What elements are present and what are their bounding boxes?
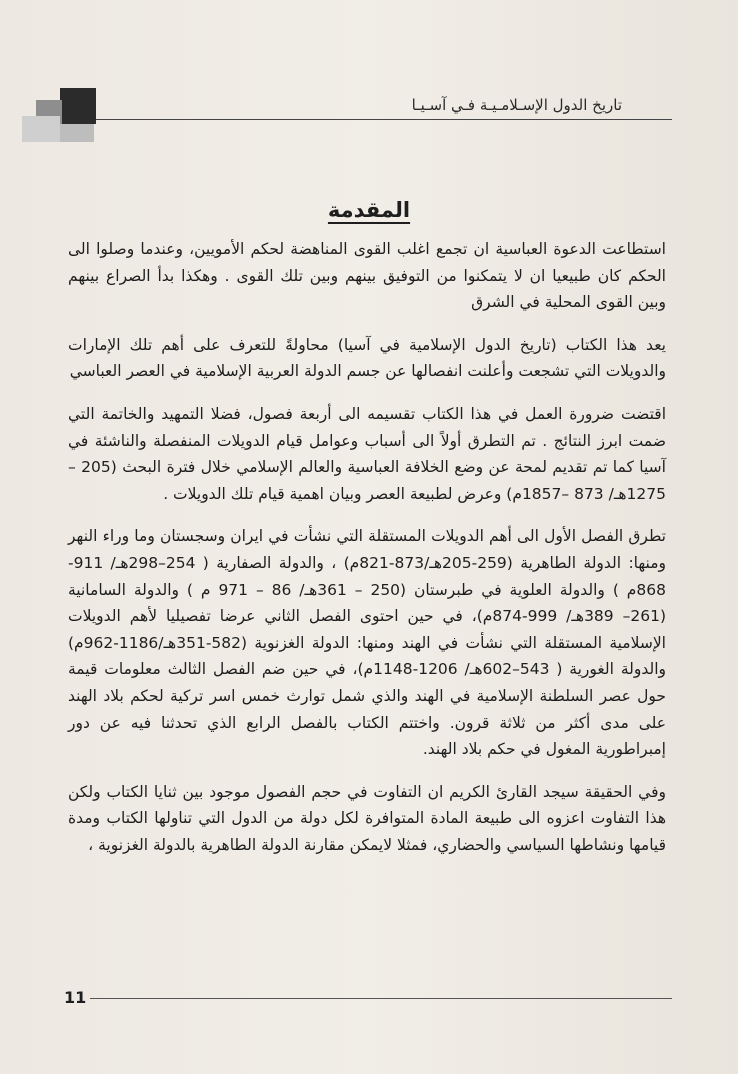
paragraph: يعد هذا الكتاب (تاريخ الدول الإسلامية في آسيا) محاولةً للتعرف على أهم تلك الإمارات والدويلات التي تشجعت وأعلنت انفصالها عن جسم الدولة العربية الإسلامية في العصر العباسي [68,335,666,381]
paragraph: استطاعت الدعوة العباسية ان تجمع اغلب القوى المناهضة لحكم الأمويين، وعندما وصلوا الى الحكم كان طبيعيا ان لا يتمكنوا من التوفيق بينهم وبين تلك القوى . وهكذا بدأ الصراع بينهم وبين القوى المحلية في الشرق [68,240,666,312]
paragraph: وفي الحقيقة سيجد القارئ الكريم ان التفاوت في حجم الفصول موجود بين ثنايا الكتاب ولكن هذا التفاوت اعزوه الى طبيعة المادة المتوافرة لكل دولة من الدول التي تناولها الكتاب ومدة قيامها ونشاطها السياسي والحضاري، فمثلا لايمكن مقارنة الدولة الطاهرية بالدولة الغزنوية ، [68,782,666,854]
header-decoration-square [22,116,60,142]
running-header-title: تاريخ الدول الإسـلامـيـة فـي آسـيـا [411,96,622,114]
paragraph: اقتضت ضرورة العمل في هذا الكتاب تقسيمه الى أربعة فصول، فضلا التمهيد والخاتمة التي ضمت ابرز النتائج . تم التطرق أولاً الى أسباب وعوامل قيام الدويلات المنفصلة والناشئة في آسيا كما تم تقديم لمحة عن وضع الخلافة العباسية والعالم الإسلامي خلال فترة البحث (205 –1275هـ/ 873 –1857م) وعرض لطبيعة العصر وبيان اهمية قيام تلك الدويلات . [68,404,666,503]
paragraph: تطرق الفصل الأول الى أهم الدويلات المستقلة التي نشأت في ايران وسجستان وما وراء النهر ومنها: الدولة الطاهرية (259-205هـ/873-821م) ، والدولة الصفارية ( 254–298هـ/ 911-868م ) والدولة العلوية في طبرستان (250 – 361هـ/ 86 – 971 م ) والدولة السامانية (261– 389هـ/ 999-874م)، في حين احتوى الفصل الثاني عرضا تفصيليا لأهم الدويلات الإسلامية المستقلة التي نشأت في الهند ومنها: الدولة الغزنوية (582-351هـ/1186-962م) والدولة الغورية ( 543–602هـ/ 1206-1148م)، في حين ضم الفصل الثالث معلومات قيمة حول عصر السلطنة الإسلامية في الهند والذي شمل توارث خمس اسر تركية لحكم بلاد الهند على مدى أكثر من ثلاثة قرون. واختتم الكتاب بالفصل الرابع الذي تحدثنا فيه عن دور إمبراطورية المغول في حكم بلاد الهند. [68,527,667,759]
footer-rule [90,998,672,999]
header-decoration-square [60,88,96,124]
body-text [68,236,666,874]
header-rule [96,119,672,120]
section-heading: المقدمة [327,198,411,222]
page-number: 11 [64,988,87,1007]
header-decoration-square [60,124,94,142]
